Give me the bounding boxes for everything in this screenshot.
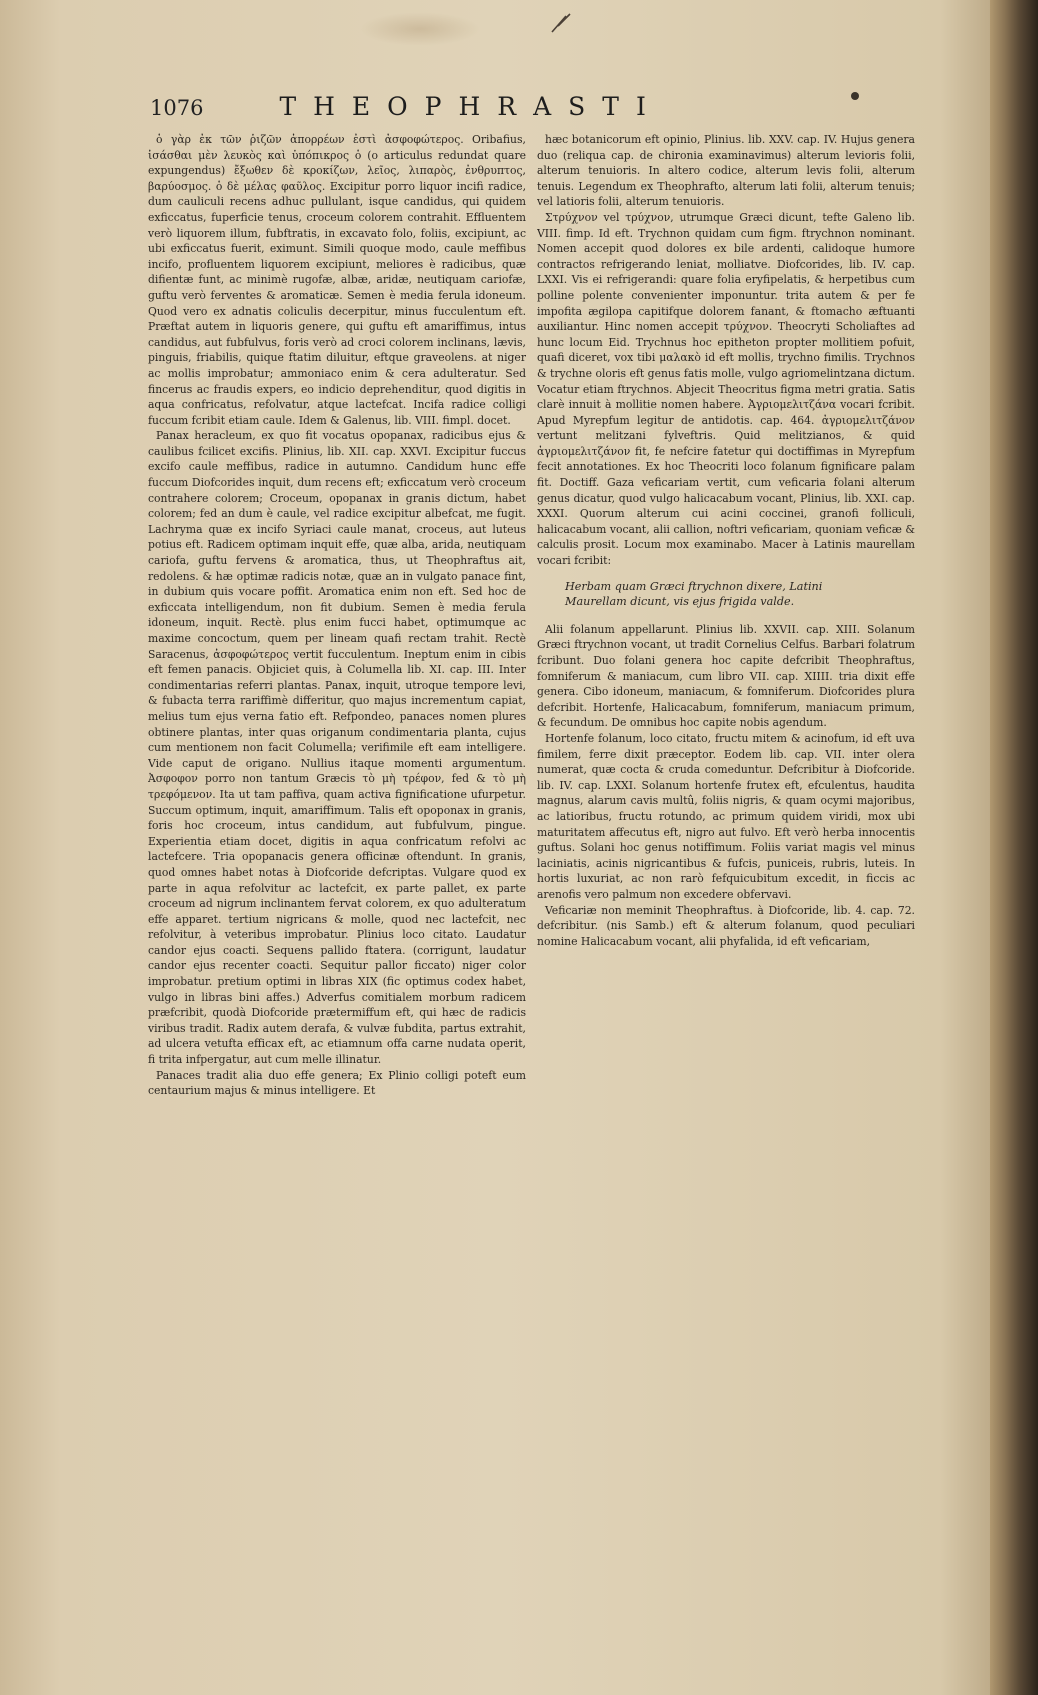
left-paragraph-3: Panaces tradit alia duo effe genera; Ex Plinio colligi poteft eum centaurium majus & minus intelligere. Et [148, 1068, 526, 1098]
ink-mark-icon [548, 10, 574, 36]
right-paragraph-2: Στρύχνον vel τρύχνον, utrumque Græci dicunt, tefte Galeno lib. VIII. fimp. Id eft. Trychnon quidam cum figm. ftrychnon nominant. Nomen accepit quod dolores ex bile ardenti, calidoque humore contractos refrigerando leniat, molliatve. Diofcorides, lib. IV. cap. LXXI. Vis ei refrigerandi: quare folia eryfipelatis, & herpetibus cum polline polente convenienter imponuntur. trita autem & per fe impofita ægilopa capitifque dolorem fanant, & ftomacho æftuanti auxiliantur. Hinc nomen accepit τρύχνον. Theocryti Scholiaftes ad hunc locum Eid. Trychnus hoc epitheton propter mollitiem pofuit, quafi diceret, vox tibi μαλακὸ id eft mollis, trychno fimilis. Trychnos & trychne oloris eft genus fatis molle, vulgo agriomelintzana dictum. Vocatur etiam ftrychnos. Abjecit Theocritus figma metri gratia. Satis clarè innuit à mollitie nomen habere. Ἀγριομελιτζάνα vocari fcribit. Apud Myrepfum legitur de antidotis. cap. 464. ἀγριομελιτζάνον vertunt melitzani fylveftris. Quid melitzianos, & quid ἀγριομελιτζάνον fit, fe nefcire fatetur qui doctiffimas in Myrepfum fecit annotationes. Ex hoc Theocriti loco folanum fignificare palam fit. Doctiff. Gaza veficariam vertit, cum veficaria folani alterum genus dicatur, quod vulgo halicacabum vocant, Plinius, lib. XXI. cap. XXXI. Quorum alterum cui acini coccinei, granofi folliculi, halicacabum vocant, alii callion, noftri veficariam, quoniam veficæ & calculis prosit. Locum mox examinabo. Macer à Latinis maurellam vocari fcribit: [537, 210, 915, 568]
right-column [537, 132, 915, 1692]
right-paragraph-1: hæc botanicorum eft opinio, Plinius. lib. XXV. cap. IV. Hujus genera duo (reliqua cap. de chironia examinavimus) alterum levioris folii, alterum tenuioris. In altero codice, alterum levis folii, alterum tenuis. Legendum ex Theophrafto, alterum lati folii, alterum tenuis; vel latioris folii, alterum tenuioris. [537, 133, 915, 209]
verse-quotation: Herbam quam Græci ftrychnon dixere, Latini Maurellam dicunt, vis ejus frigida valde. [565, 579, 823, 609]
left-column [148, 132, 526, 1692]
paper-stain [360, 12, 480, 46]
running-title: THEOPHRASTI [279, 92, 663, 121]
left-paragraph-2: Panax heracleum, ex quo fit vocatus opopanax, radicibus ejus & caulibus fcilicet excifis. Plinius, lib. XII. cap. XXVI. Excipitur fuccus excifo caule meffibus, radice in autumno. Candidum hunc effe fuccum Diofcorides inquit, dum recens eft; exficcatum verò croceum contrahere colorem; Croceum, opopanax in granis dictum, habet colorem; fed an dum è caule, vel radice excipitur albefcat, me fugit. Lachryma quæ ex incifo Syriaci caule manat, croceus, aut luteus potius eft. Radicem optimam inquit effe, quæ alba, arida, neutiquam cariofa, guftu fervens & aromatica, thus, ut Theophraftus ait, redolens. & hæ optimæ radicis notæ, quæ an in vulgato panace fint, in dubium quis vocare poffit. Aromatica enim non eft. Sed hoc de exficcata intelligendum, non fit dubium. Semen è media ferula idoneum, inquit. Rectè. plus enim fucci habet, optimumque ac maxime concoctum, quem per lineam quafi rectam trahit. Rectè Saracenus, ἀσφοφώτερος vertit fucculentum. Ineptum enim in cibis eft femen panacis. Objiciet quis, à Columella lib. XI. cap. III. Inter condimentarias referri plantas. Panax, inquit, utroque tempore levi, & fubacta terra rariffimè differitur, quo majus incrementum capiat, melius tum ejus verna fatio eft. Refpondeo, panaces nomen plures obtinere plantas, inter quas origanum condimentaria planta, cujus cum mentionem non facit Columella; verifimile eft eam intelligere. Vide caput de origano. Nullius itaque momenti argumentum. Ἀσφοφον porro non tantum Græcis τὸ μὴ τρέφον, fed & τὸ μὴ τρεφόμενον. Ita ut tam paffiva, quam activa fignificatione ufurpetur. Succum optimum, inquit, amariffimum. Talis eft opoponax in granis, foris hoc croceum, intus candidum, aut fubfulvum, pingue. Experientia etiam docet, digitis in aqua confricatum refolvi ac lactefcere. Tria opopanacis genera officinæ oftendunt. In granis, quod omnes habet notas à Diofcoride defcriptas. Vulgare quod ex parte in aqua refolvitur ac lactefcit, ex parte pallet, ex parte croceum ad nigrum inclinantem fervat colorem, ex quo adulteratum effe apparet. tertium nigricans & molle, quod nec lactefcit, nec refolvitur, à veteribus improbatur. Plinius loco citato. Laudatur candor ejus coacti. Sequens pallido ftatera. (corrigunt, laudatur candor ejus recenter coacti. Sequitur pallor ficcato) niger color improbatur. pretium optimi in libras XIX (fic optimus codex habet, vulgo in libras bini affes.) Adverfus comitialem morbum radicem præfcribit, quodà Diofcoride prætermiffum eft, qui hæc de radicis viribus tradit. Radix autem derafa, & vulvæ fubdita, partus extrahit, ad ulcera vetufta efficax eft, ac etiamnum offa carne nudata operit, fi trita infpergatur, aut cum melle illinatur. [148, 429, 526, 1067]
right-paragraph-5: Veficariæ non meminit Theophraftus. à Diofcoride, lib. 4. cap. 72. defcribitur. (nis Samb.) eft & alterum folanum, quod peculiari nomine Halicacabum vocant, alii phyfalida, id eft veficariam, [537, 903, 915, 948]
ink-dot [851, 92, 859, 100]
page-header [150, 92, 710, 132]
book-spine-edge [990, 0, 1038, 1695]
page-number: 1076 [150, 96, 204, 120]
right-paragraph-3: Alii folanum appellarunt. Plinius lib. XXVII. cap. XIII. Solanum Græci ftrychnon vocant, ut tradit Cornelius Celfus. Barbari folatrum fcribunt. Duo folani genera hoc capite defcribit Theophraftus, fomniferum & maniacum, cum libro VII. cap. XIIII. tria dixit effe genera. Cibo idoneum, maniacum, & fomniferum. Diofcorides plura defcribit. Hortenfe, Halicacabum, fomniferum, maniacum primum, & fecundum. De omnibus hoc capite nobis agendum. [537, 622, 915, 730]
left-paragraph-1: ὁ γὰρ ἐκ τῶν ῥιζῶν ἀπορρέων ἐστὶ ἀσφοφώτερος. Oribafius, ἰσάσθαι μὲν λευκὸς καὶ ὑπόπικρος ὁ (o articulus redundat quare expungendus) ἔξωθεν δὲ κροκίζων, λεῖος, λιπαρὸς, ἐνθρυπτος, βαρύοσμος. ὁ δὲ μέλας φαῦλος. Excipitur porro liquor incifi radice, dum cauliculi recens adhuc pullulant, isque candidus, qui quidem exficcatus, fuperficie tenus, croceum colorem contrahit. Effluentem verò liquorem illum, fubftratis, in excavato folo, foliis, excipiunt, ac ubi exficcatus fuerit, eximunt. Simili quoque modo, caule meffibus incifo, profluentem liquorem excipiunt, meliores è radicibus, quæ difientæ funt, ac minimè rugofæ, albæ, aridæ, neutiquam cariofæ, guftu verò ferventes & aromaticæ. Semen è media ferula idoneum. Quod vero ex adnatis coliculis decerpitur, minus fucculentum eft. Præftat autem in liquoris genere, qui guftu eft amariffimus, intus candidus, aut fubfulvus, foris verò ad croci colorem inclinans, lævis, pinguis, friabilis, quique ftatim diluitur, eftque graveolens. at niger ac mollis improbatur; ammoniaco enim & cera adulteratur. Sed fincerus ac fraudis expers, eo indicio deprehenditur, quod digitis in aqua confricatus, refolvatur, atque lactefcat. Incifa radice colligi fuccum fcribit etiam caule. Idem & Galenus, lib. VIII. fimpl. docet. [148, 133, 526, 427]
right-paragraph-4: Hortenfe folanum, loco citato, fructu mitem & acinofum, id eft uva fimilem, ferre dixit præceptor. Eodem lib. cap. VII. inter olera numerat, quæ cocta & cruda comeduntur. Defcribitur à Diofcoride. lib. IV. cap. LXXI. Solanum hortenfe frutex eft, efculentus, haudita magnus, alarum cavis multû, foliis nigris, & quam ocymi majoribus, ac latioribus, fructu rotundo, ac primum quidem viridi, mox ubi maturitatem affecutus eft, nigro aut fulvo. Eft verò herba innocentis guftus. Solani hoc genus notiffimum. Foliis variat magis vel minus laciniatis, acinis nigricantibus & fufcis, puniceis, rubris, luteis. In hortis luxuriat, ac non rarò fefquicubitum excedit, in ficcis ac arenofis vero palmum non excedere obfervavi. [537, 731, 915, 901]
